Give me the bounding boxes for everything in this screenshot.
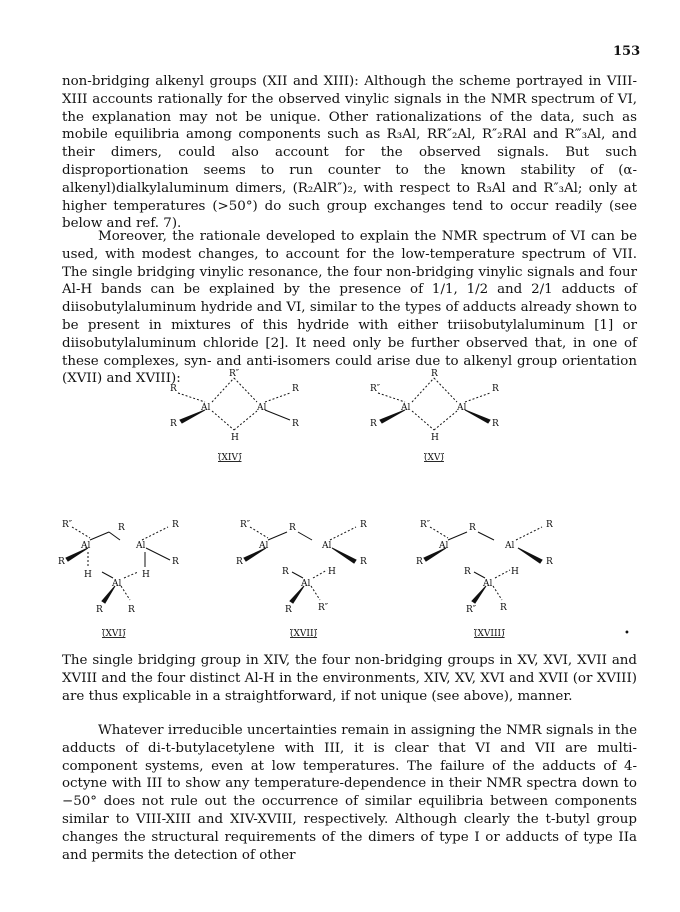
atom-label: R [128,605,135,615]
atom-label: Al [201,403,211,413]
atom-label: Al [505,541,515,551]
atom-label: Al [112,579,122,589]
structure-caption: (XV) [424,453,444,463]
structure-caption: (XVI) [102,629,126,639]
atom-label: Al [322,541,332,551]
atom-label: R [285,605,292,615]
atom-label: Al [483,579,493,589]
atom-label: R [170,384,177,394]
atom-label: R″ [240,520,251,530]
atom-label: H [431,433,439,443]
atom-label: R [546,520,553,530]
atom-label: R [292,419,299,429]
atom-label: Al [301,579,311,589]
structure-caption: (XVIII) [474,629,505,639]
structure-xviii-labels [416,520,553,639]
atom-label: Al [401,403,411,413]
structure-xiv [178,378,290,430]
structure-xvii-labels [236,520,367,639]
atom-label: R [370,419,377,429]
paragraph-2: Moreover, the rationale developed to explain the NMR spectrum of VI can be used, with modest changes, to account for the low-temperature spectrum of VII. The single bridging vinylic resonance, the four non-bridging vinylic signals and four Al-H bands can be explained by the presence of 1/1, 1/2 and 2/1 adducts of diisobutylaluminum hydride and VI, similar to the types of adducts already shown to be present in mixtures of this hydride with either triisobutylaluminum [1] or diisobutylaluminum chloride [2]. It need only be further observed that, in one of these complexes, syn- and anti-isomers could arise due to alkenyl group orientation (XVII) and XVIII): [62,229,637,387]
paragraph-3: The single bridging group in XIV, the four non-bridging groups in XV, XVI, XVII and XVIII and the four distinct Al-H in the environments, XIV, XV, XVI and XVII (or XVIII) are thus explicable in a straightforward, if not unique (see above), manner. [62,653,637,704]
structure-xv [378,378,490,430]
atom-label: Al [136,541,146,551]
atom-label: H [511,567,519,577]
atom-label: R [170,419,177,429]
atom-label: R″ [370,384,381,394]
atom-label: R [546,557,553,567]
atom-label: R [292,384,299,394]
paragraph-1: non-bridging alkenyl groups (XII and XIII): Although the scheme portrayed in VIII-XIII accounts rationally for the observed vinylic signals in the NMR spectrum of VI, the explanation may not be unique. Other rationalizations of the data, such as mobile equilibria among components such as R₃Al, RR″₂Al, R″₂RAl and R‴₃Al, and their dimers, could also account for the observed signals. But such disproportionation seems to run counter to the known stability of (α-alkenyl)dialkylaluminum dimers, (R₂AlR″)₂, with respect to R₃Al and R″₃Al; only at higher temperatures (>50°) do such group exchanges tend to occur readily (see below and ref. 7). [62,74,637,232]
atom-label: R [360,520,367,530]
atom-label: R″ [229,369,240,379]
atom-label: R″ [466,605,477,615]
atom-label: R [469,523,476,533]
atom-label: R [118,523,125,533]
atom-label: R″ [62,520,73,530]
atom-label: H [84,570,92,580]
atom-label: Al [439,541,449,551]
atom-label: R [172,557,179,567]
atom-label: R [492,419,499,429]
atom-label: Al [457,403,467,413]
atom-label: R [500,603,507,613]
atom-label: R [360,557,367,567]
atom-label: Al [81,541,91,551]
atom-label: H [142,570,150,580]
structure-xvi [66,527,170,603]
atom-label: Al [259,541,269,551]
atom-label: H [231,433,239,443]
page-number: 153 [613,44,641,59]
structure-xviii [424,527,542,603]
structure-xvii [244,527,356,603]
atom-label: R [96,605,103,615]
paragraph-4: Whatever irreducible uncertainties remain in assigning the NMR signals in the adducts of di-t-butylacetylene with III, it is clear that VI and VII are multi-component systems, even at low temperatures. The failure of the adducts of 4-octyne with III to show any temperature-dependence in their NMR spectra down to −50° does not rule out the occurrence of similar equilibria between components similar to VIII-XIII and XIV-XVIII, respectively. Although clearly the t-butyl group changes the structural requirements of the dimers of type I or adducts of type IIa and permits the detection of other [62,723,637,863]
structure-caption: (XVII) [290,629,318,639]
atom-label: Al [257,403,267,413]
structure-xvi-labels [58,520,179,639]
stray-mark: • [624,628,630,639]
atom-label: R [492,384,499,394]
atom-label: R [416,557,423,567]
atom-label: R [282,567,289,577]
atom-label: R [172,520,179,530]
atom-label: R [464,567,471,577]
structure-caption: (XIV) [218,453,242,463]
atom-label: R″ [420,520,431,530]
atom-label: R [58,557,65,567]
atom-label: R [431,369,438,379]
atom-label: H [328,567,336,577]
atom-label: R [289,523,296,533]
atom-label: R″ [318,603,329,613]
atom-label: R [236,557,243,567]
